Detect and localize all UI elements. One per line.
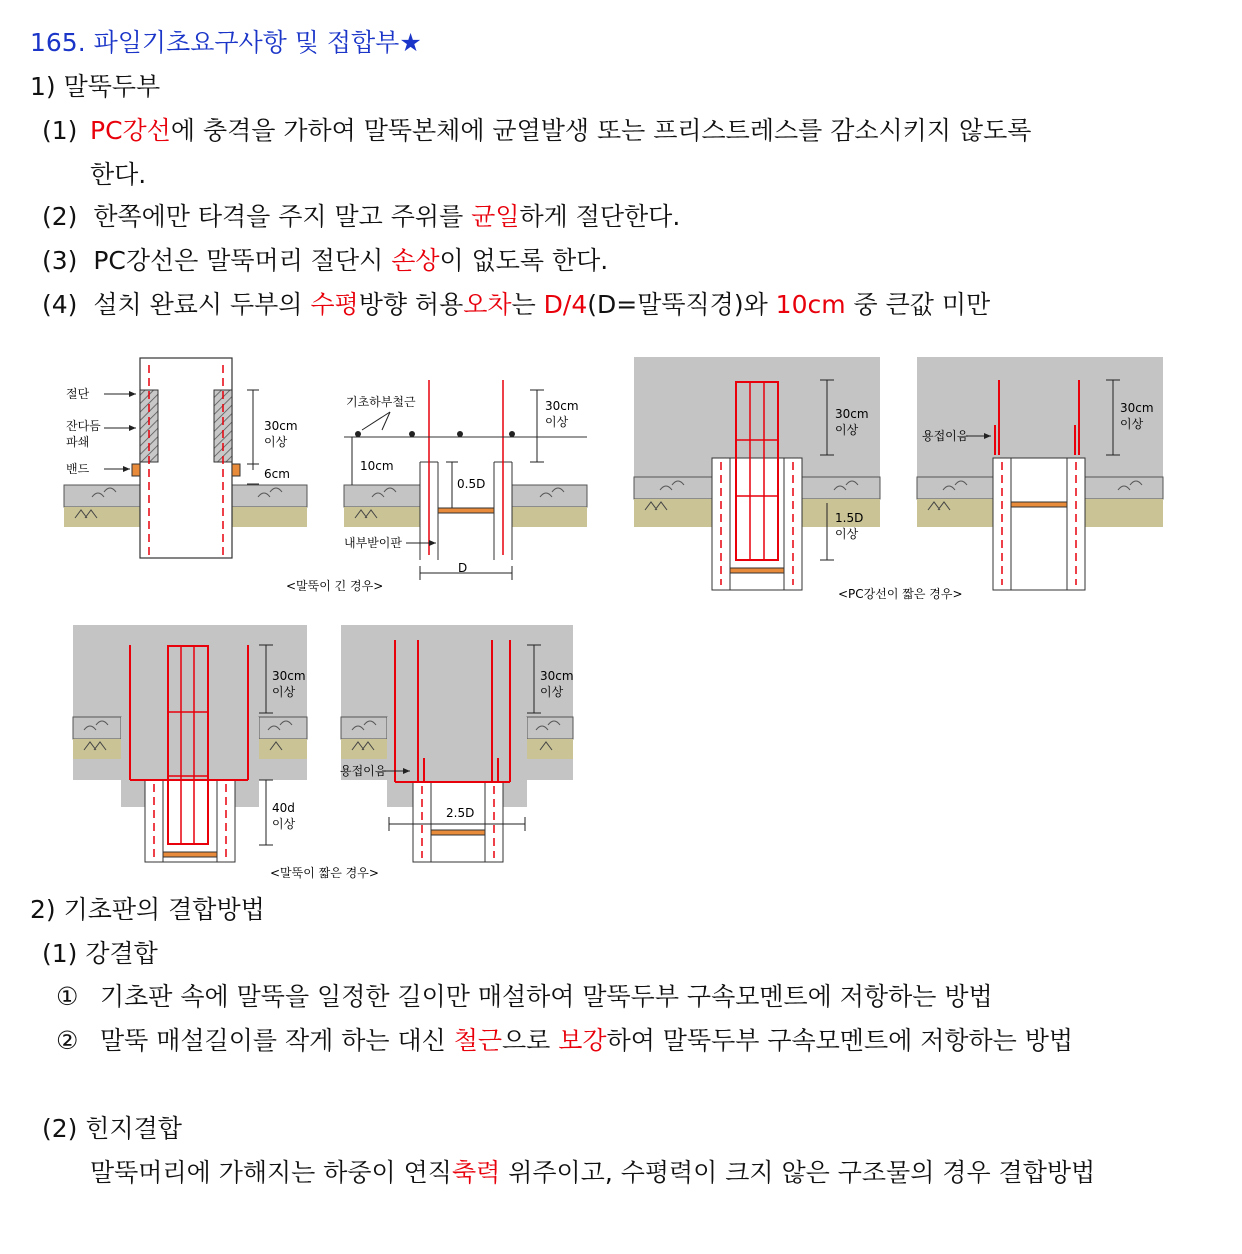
- label-crush-1: 잔다듬: [66, 419, 101, 433]
- svg-text:30cm: 30cm: [545, 399, 579, 413]
- section-2-title: 2) 기초판의 결합방법: [30, 895, 265, 924]
- svg-text:6cm: 6cm: [264, 467, 290, 481]
- circle-2-text: 말뚝 매설길이를 작게 하는 대신 철근으로 보강하여 말뚝두부 구속모멘트에 저항하는 방법: [100, 1026, 1074, 1055]
- svg-text:10cm: 10cm: [360, 459, 394, 473]
- svg-text:2.5D: 2.5D: [446, 806, 475, 820]
- label-weld-1: 용접이음: [922, 429, 969, 443]
- item-1-num: (1): [42, 116, 78, 145]
- svg-text:이상: 이상: [545, 415, 569, 429]
- svg-text:이상: 이상: [272, 685, 296, 699]
- svg-text:이상: 이상: [272, 817, 296, 831]
- svg-text:D: D: [458, 561, 468, 575]
- label-weld-2: 용접이음: [340, 764, 387, 778]
- svg-text:30cm: 30cm: [540, 669, 574, 683]
- star-icon: ★: [399, 28, 422, 57]
- svg-text:이상: 이상: [835, 527, 859, 541]
- item-1-key: PC강선: [90, 116, 171, 145]
- section-1-title: 1) 말뚝두부: [30, 72, 161, 101]
- svg-text:0.5D: 0.5D: [457, 477, 486, 491]
- circle-1-text: 기초판 속에 말뚝을 일정한 길이만 매설하여 말뚝두부 구속모멘트에 저항하는 방법: [100, 982, 993, 1011]
- svg-text:30cm: 30cm: [1120, 401, 1154, 415]
- label-crush-2: 파쇄: [66, 435, 90, 449]
- svg-text:30cm: 30cm: [264, 419, 298, 433]
- svg-text:이상: 이상: [835, 423, 859, 437]
- label-inner-plate: 내부받이판: [344, 536, 402, 550]
- caption-pc-short: <PC강선이 짧은 경우>: [838, 587, 963, 601]
- subsection-hinge: (2) 힌지결합: [42, 1114, 182, 1143]
- label-band: 밴드: [66, 462, 90, 476]
- hinge-text: 말뚝머리에 가해지는 하중이 연직축력 위주이고, 수평력이 크지 않은 구조물의 경우 결합방법: [90, 1158, 1096, 1187]
- svg-text:30cm: 30cm: [835, 407, 869, 421]
- svg-text:40d: 40d: [272, 801, 295, 815]
- label-rebar: 기초하부철근: [346, 395, 416, 409]
- caption-long-pile: <말뚝이 긴 경우>: [286, 579, 384, 593]
- subsection-rigid: (1) 강결합: [42, 939, 158, 968]
- svg-text:이상: 이상: [540, 685, 564, 699]
- svg-text:1.5D: 1.5D: [835, 511, 864, 525]
- diagram-short-pile-2: [341, 625, 573, 862]
- svg-text:30cm: 30cm: [272, 669, 306, 683]
- diagram-pc-short-1: [634, 357, 880, 590]
- item-3: (3) PC강선은 말뚝머리 절단시 손상이 없도록 한다.: [42, 246, 609, 275]
- heading-title: 파일기초요구사항 및 접합부: [93, 28, 400, 57]
- label-cut: 절단: [66, 387, 90, 401]
- svg-text:이상: 이상: [1120, 417, 1144, 431]
- circle-2-num: ②: [56, 1026, 79, 1055]
- heading-number: 165.: [30, 28, 86, 57]
- svg-text:이상: 이상: [264, 435, 288, 449]
- item-1-text: PC강선에 충격을 가하여 말뚝본체에 균열발생 또는 프리스트레스를 감소시키지 않도록 한다.: [90, 116, 1032, 189]
- diagram-long-pile-cut: [64, 358, 307, 558]
- circle-1-num: ①: [56, 982, 79, 1011]
- diagram-pc-short-2: [917, 357, 1163, 590]
- caption-short-pile: <말뚝이 짧은 경우>: [270, 866, 379, 880]
- item-4: (4) 설치 완료시 두부의 수평방향 허용오차는 D/4(D=말뚝직경)와 10cm 중 큰값 미만: [42, 290, 991, 319]
- item-2: (2) 한쪽에만 타격을 주지 말고 주위를 균일하게 절단한다.: [42, 202, 681, 231]
